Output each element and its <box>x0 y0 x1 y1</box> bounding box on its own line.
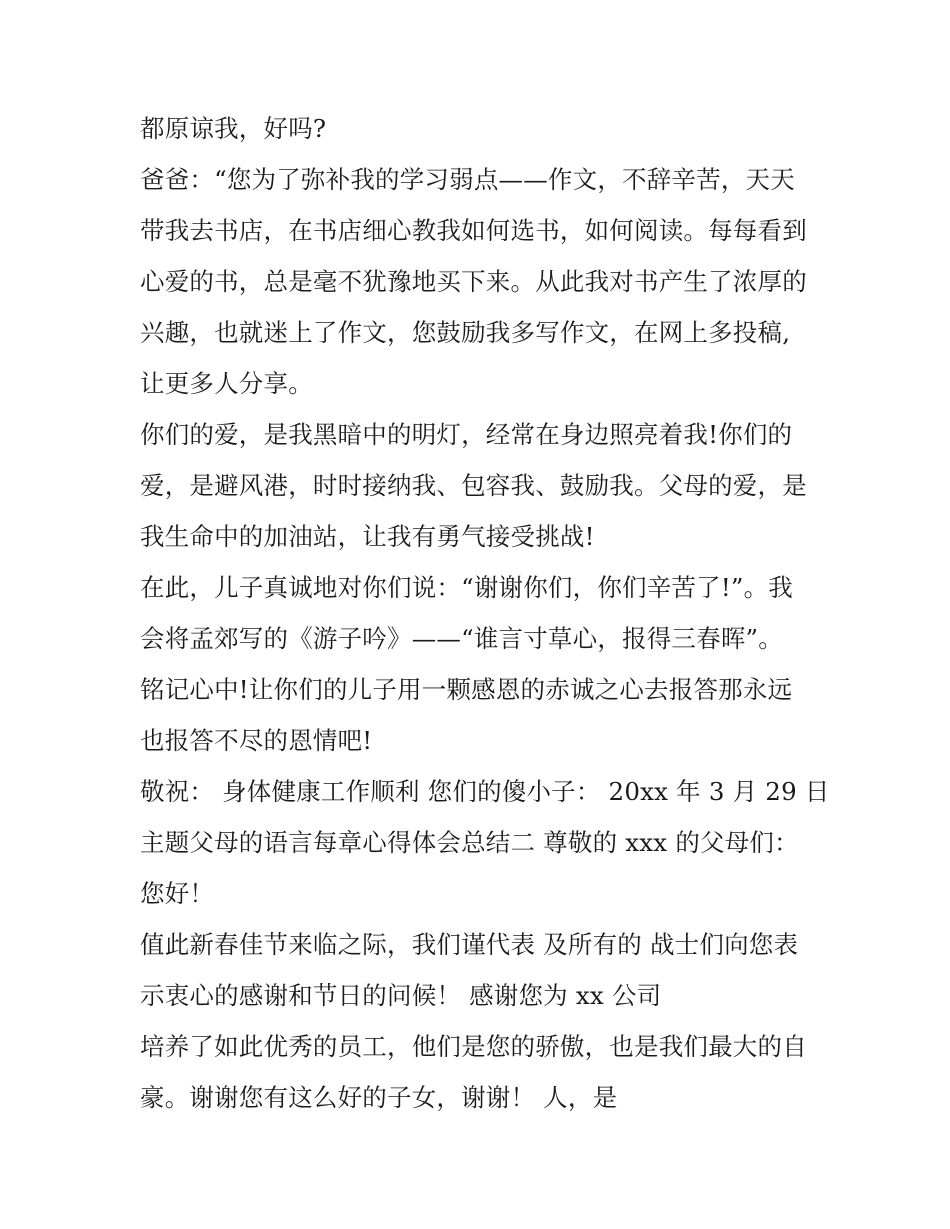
text-line: 培养了如此优秀的员工，他们是您的骄傲，也是我们最大的自 <box>140 1032 807 1061</box>
text-line: 我生命中的加油站，让我有勇气接受挑战! <box>140 522 595 551</box>
text-line: 兴趣，也就迷上了作文，您鼓励我多写作文，在网上多投稿, <box>140 318 791 347</box>
text-line: 让更多人分享。 <box>140 369 313 398</box>
text-line: 示衷心的感谢和节日的问候！ 感谢您为 xx 公司 <box>140 981 662 1010</box>
text-line: 你们的爱，是我黑暗中的明灯，经常在身边照亮着我!你们的 <box>140 420 793 449</box>
text-line: 铭记心中!让你们的儿子用一颗感恩的赤诚之心去报答那永远 <box>140 675 793 704</box>
text-line: 爱，是避风港，时时接纳我、包容我、鼓励我。父母的爱，是 <box>140 471 807 500</box>
text-line: 您好！ <box>140 879 215 908</box>
text-line: 主题父母的语言每章心得体会总结二 尊敬的 xxx 的父母们： <box>140 828 799 857</box>
text-line: 心爱的书，总是毫不犹豫地买下来。从此我对书产生了浓厚的 <box>140 267 807 296</box>
text-line: 都原谅我，好吗? <box>140 114 327 143</box>
text-line: 在此，儿子真诚地对你们说：“谢谢你们，你们辛苦了!”。我 <box>140 573 793 602</box>
text-line: 带我去书店，在书店细心教我如何选书，如何阅读。每每看到 <box>140 216 807 245</box>
text-line: 爸爸：“您为了弥补我的学习弱点——作文，不辞辛苦，天天 <box>140 165 795 194</box>
text-line: 会将孟郊写的《游子吟》——“谁言寸草心，报得三春晖”。 <box>140 624 783 653</box>
text-line: 值此新春佳节来临之际，我们谨代表 及所有的 战士们向您表 <box>140 930 799 959</box>
document-body <box>140 103 830 1123</box>
text-line: 豪。谢谢您有这么好的子女，谢谢！ 人，是 <box>140 1083 618 1112</box>
text-line: 敬祝： 身体健康工作顺利 您们的傻小子： 20xx 年 3 月 29 日 <box>140 777 830 806</box>
text-line: 也报答不尽的恩情吧! <box>140 726 373 755</box>
